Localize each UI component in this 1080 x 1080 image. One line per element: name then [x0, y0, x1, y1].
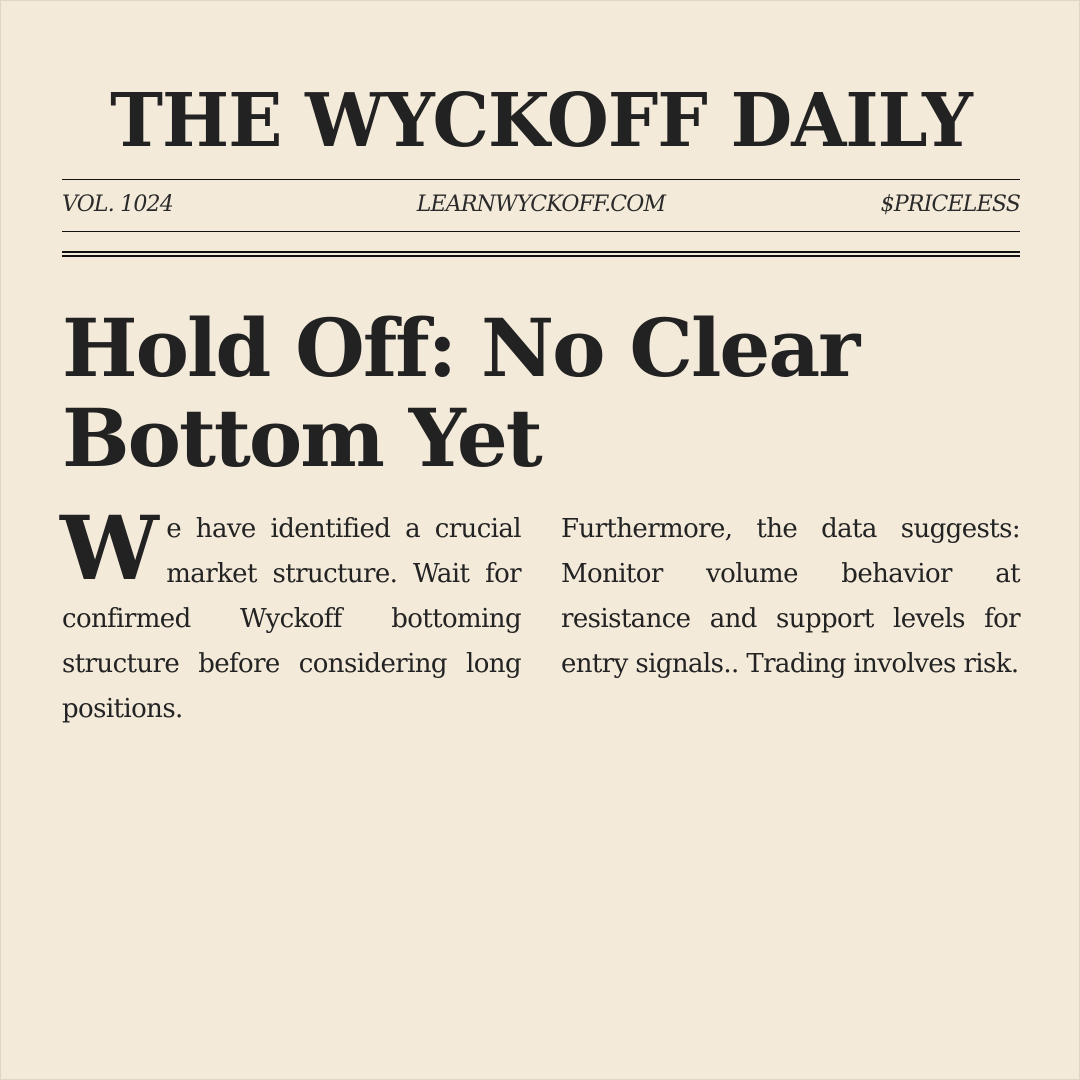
double-rule-top: [62, 251, 1020, 253]
column-1-text: e have identified a crucial market structure. Wait for confirmed Wyckoff bottoming structure before considering long positions.: [62, 514, 521, 724]
masthead-title: THE WYCKOFF DAILY: [110, 78, 972, 164]
drop-cap: W: [60, 496, 159, 600]
masthead-meta-bar: [62, 189, 1020, 221]
article-column-1: [60, 496, 521, 732]
volume-label: VOL. 1024: [62, 192, 173, 217]
article-column-2: [561, 507, 1020, 732]
column-2-text: Furthermore, the data suggests: Monitor volume behavior at resistance and support levels for entry signals.. Trading involves risk.: [561, 514, 1020, 679]
middle-rule: [62, 231, 1020, 232]
article-body: [60, 496, 1020, 732]
price-label: $PRICELESS: [880, 192, 1020, 217]
top-rule: [62, 179, 1020, 180]
article-headline: Hold Off: No Clear Bottom Yet: [62, 301, 859, 485]
double-rule-bottom: [62, 255, 1020, 257]
website-label: LEARNWYCKOFF.COM: [416, 192, 666, 217]
